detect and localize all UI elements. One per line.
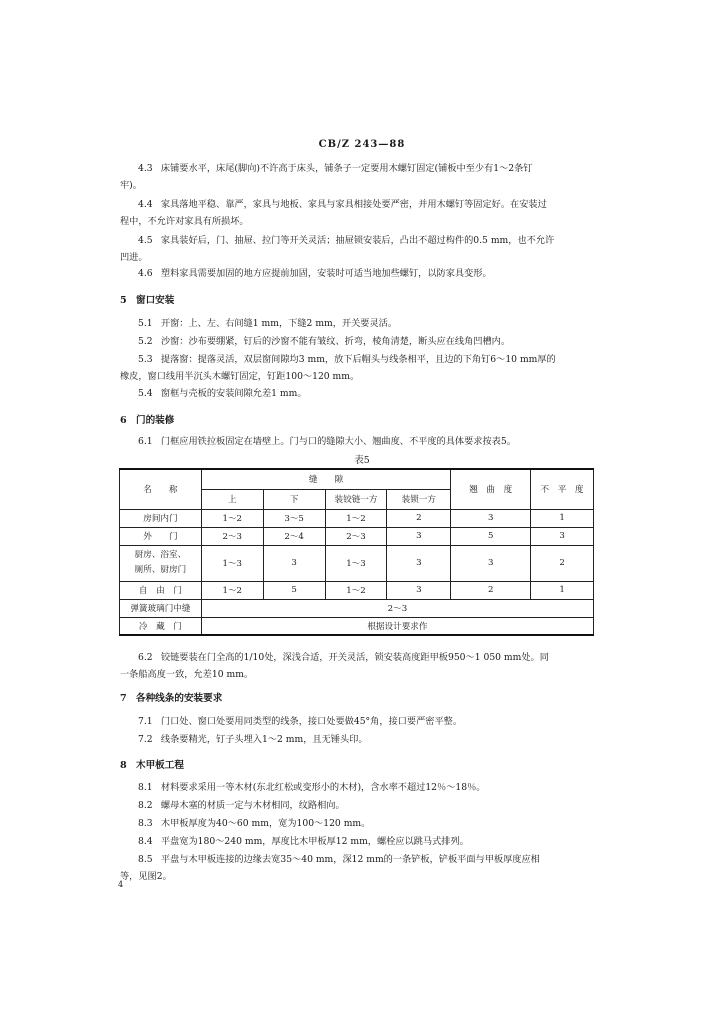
cell-flat: 1: [531, 581, 594, 599]
table-row: [120, 599, 594, 617]
cell-up: 1～3: [201, 545, 263, 581]
clause-text: 家具落地平稳、靠严，家具与地板、家具与家具相接处要严密，并用木螺钉等固定好。在安装过: [160, 199, 547, 210]
table-row: [120, 581, 594, 599]
clause-text: 门框应用铁拉板固定在墙壁上。门与口的缝隙大小、翘曲度、不平度的具体要求按表5。: [160, 436, 516, 447]
header-name: 名 称: [120, 469, 202, 509]
cell-down: 3～5: [263, 509, 325, 527]
cell-hinge: 1～3: [325, 545, 387, 581]
cell-flat: 1: [531, 509, 594, 527]
paragraph-4-4: [120, 197, 590, 230]
clause-number: 8.3: [138, 818, 153, 829]
paragraph-8-5: [120, 852, 590, 885]
paragraph-5-2: [120, 334, 590, 351]
clause-text-cont: 橡皮，窗口线用半沉头木螺钉固定，钉距100～120 mm。: [120, 370, 360, 382]
cell-warp: 3: [451, 545, 531, 581]
section-heading-8: [120, 757, 184, 771]
paragraph-5-4: [120, 386, 590, 403]
header-warp: 翘 曲 度: [451, 469, 531, 509]
section-heading-5: [120, 292, 174, 306]
paragraph-6-2: [120, 650, 590, 683]
cell-down: 3: [263, 545, 325, 581]
clause-number: 4.6: [138, 268, 153, 279]
clause-number: 5.2: [138, 336, 153, 347]
clause-number: 5.3: [138, 354, 153, 365]
paragraph-8-3: [120, 816, 590, 833]
row-name: [120, 545, 202, 581]
cell-merged: 根据设计要求作: [201, 617, 593, 635]
cell-warp: 2: [451, 581, 531, 599]
clause-text: 床铺要水平，床尾(脚向)不许高于床头，铺条子一定要用木螺钉固定(铺板中至少有1～2条钉: [160, 163, 533, 174]
section-title: 窗口安装: [136, 295, 175, 306]
header-up: 上: [201, 489, 263, 509]
header-lock-side: 装锁一方: [387, 489, 451, 509]
section-title: 各种线条的安装要求: [136, 693, 223, 704]
paragraph-7-1: [120, 714, 590, 731]
clause-number: 6.1: [138, 436, 153, 447]
row-name: 冷 藏 门: [120, 617, 202, 635]
cell-flat: 3: [531, 527, 594, 545]
cell-hinge: 1～2: [325, 581, 387, 599]
paragraph-8-1: [120, 780, 590, 797]
header-hinge-side: 装铰链一方: [325, 489, 387, 509]
clause-text: 平盘与木甲板连接的边缘去宽35～40 mm，深12 mm的一条铲板，铲板平面与甲板厚度应相: [160, 854, 540, 865]
clause-number: 8.2: [138, 800, 153, 811]
section-number: 6: [120, 415, 127, 426]
clause-number: 5.4: [138, 388, 153, 399]
table-caption: 表5: [354, 455, 370, 466]
clause-number: 7.1: [138, 716, 153, 727]
clause-text: 螺母木塞的材质一定与木材相同，纹路相向。: [160, 800, 345, 811]
section-heading-7: [120, 690, 222, 704]
clause-text: 平盘宽为180～240 mm，厚度比木甲板厚12 mm，螺栓应以跳马式排列。: [160, 836, 469, 847]
clause-text-cont: 牢)。: [120, 179, 142, 191]
table-row: [120, 509, 594, 527]
cell-warp: 3: [451, 509, 531, 527]
paragraph-4-5: [120, 233, 590, 266]
cell-lock: 3: [387, 527, 451, 545]
table-5: [119, 468, 594, 636]
cell-hinge: 1～2: [325, 509, 387, 527]
cell-warp: 5: [451, 527, 531, 545]
cell-lock: 3: [387, 545, 451, 581]
cell-up: 2～3: [201, 527, 263, 545]
row-name: 自 由 门: [120, 581, 202, 599]
clause-text-cont: 等，见图2。: [120, 870, 172, 882]
section-number: 7: [120, 693, 127, 704]
row-name: 房间内门: [120, 509, 202, 527]
cell-down: 5: [263, 581, 325, 599]
row-name-line: 厨房、浴室、: [134, 550, 187, 560]
clause-number: 4.3: [138, 163, 153, 174]
section-heading-6: [120, 412, 174, 426]
clause-text: 提落窗：提落灵活，双层窗间隙均3 mm，放下后帽头与线条相平，且边的下角钉6～10 mm厚的: [160, 354, 556, 365]
clause-text: 铰链要装在门全高的1/10处，深浅合适，开关灵活，锁安装高度距甲板950～1 050 mm处。同: [160, 652, 549, 663]
clause-number: 4.5: [138, 235, 153, 246]
clause-text-cont: 凹进。: [120, 251, 148, 263]
clause-number: 8.1: [138, 782, 153, 793]
header-flatness: 不 平 度: [531, 469, 594, 509]
table-row: [120, 545, 594, 581]
table-row: [120, 617, 594, 635]
section-number: 8: [120, 760, 127, 771]
clause-text-cont: 程中，不允许对家具有所损坏。: [120, 215, 249, 227]
cell-lock: 3: [387, 581, 451, 599]
cell-lock: 2: [387, 509, 451, 527]
clause-text: 门口处、窗口处要用同类型的线条，接口处要做45°角，接口要严密平整。: [160, 716, 463, 727]
row-name-line: 厕所、厨房门: [134, 565, 187, 575]
cell-merged: 2～3: [201, 599, 593, 617]
clause-number: 8.4: [138, 836, 153, 847]
clause-text: 材料要求采用一等木材(东北红松或变形小的木材)，含水率不超过12％～18％。: [160, 782, 486, 793]
section-title: 门的装修: [136, 415, 175, 426]
paragraph-5-1: [120, 316, 590, 333]
clause-number: 4.4: [138, 199, 153, 210]
clause-number: 7.2: [138, 734, 153, 745]
cell-down: 2～4: [263, 527, 325, 545]
clause-text: 沙窗：沙布要绷紧，钉后的沙窗不能有皱纹、折弯，棱角清楚，断头应在线角凹槽内。: [160, 336, 511, 347]
cell-up: 1～2: [201, 581, 263, 599]
clause-text: 开窗：上、左、右间缝1 mm，下缝2 mm，开关要灵活。: [160, 318, 398, 329]
paragraph-8-2: [120, 798, 590, 815]
table-row: [120, 527, 594, 545]
clause-number: 5.1: [138, 318, 153, 329]
paragraph-5-3: [120, 352, 590, 385]
cell-hinge: 2～3: [325, 527, 387, 545]
clause-text: 木甲板厚度为40～60 mm，宽为100～120 mm。: [160, 818, 371, 829]
section-number: 5: [120, 295, 127, 306]
page-header: CB/Z 243—88: [318, 139, 406, 150]
paragraph-4-3: [120, 161, 590, 194]
paragraph-6-1: [120, 434, 590, 451]
clause-text-cont: 一条船高度一致，允差10 mm。: [120, 668, 254, 680]
header-down: 下: [263, 489, 325, 509]
cell-up: 1～2: [201, 509, 263, 527]
section-title: 木甲板工程: [136, 760, 184, 771]
header-gap: 缝 隙: [201, 469, 450, 489]
clause-text: 家具装好后，门、抽屉、拉门等开关灵活；抽屉锁安装后，凸出不超过构件的0.5 mm，也不允许: [160, 235, 555, 246]
clause-text: 窗框与壳板的安装间隙允差1 mm。: [160, 388, 307, 399]
clause-number: 6.2: [138, 652, 153, 663]
paragraph-4-6: [120, 266, 590, 283]
page-number: 4: [118, 880, 124, 889]
paragraph-8-4: [120, 834, 590, 851]
clause-text: 线条要精光，钉子头埋入1～2 mm，且无锤头印。: [160, 734, 368, 745]
paragraph-7-2: [120, 732, 590, 749]
clause-text: 塑料家具需要加固的地方应提前加固，安装时可适当地加些螺钉，以防家具变形。: [160, 268, 492, 279]
cell-flat: 2: [531, 545, 594, 581]
row-name: 外 门: [120, 527, 202, 545]
row-name: 弹簧玻璃门中缝: [120, 599, 202, 617]
clause-number: 8.5: [138, 854, 153, 865]
